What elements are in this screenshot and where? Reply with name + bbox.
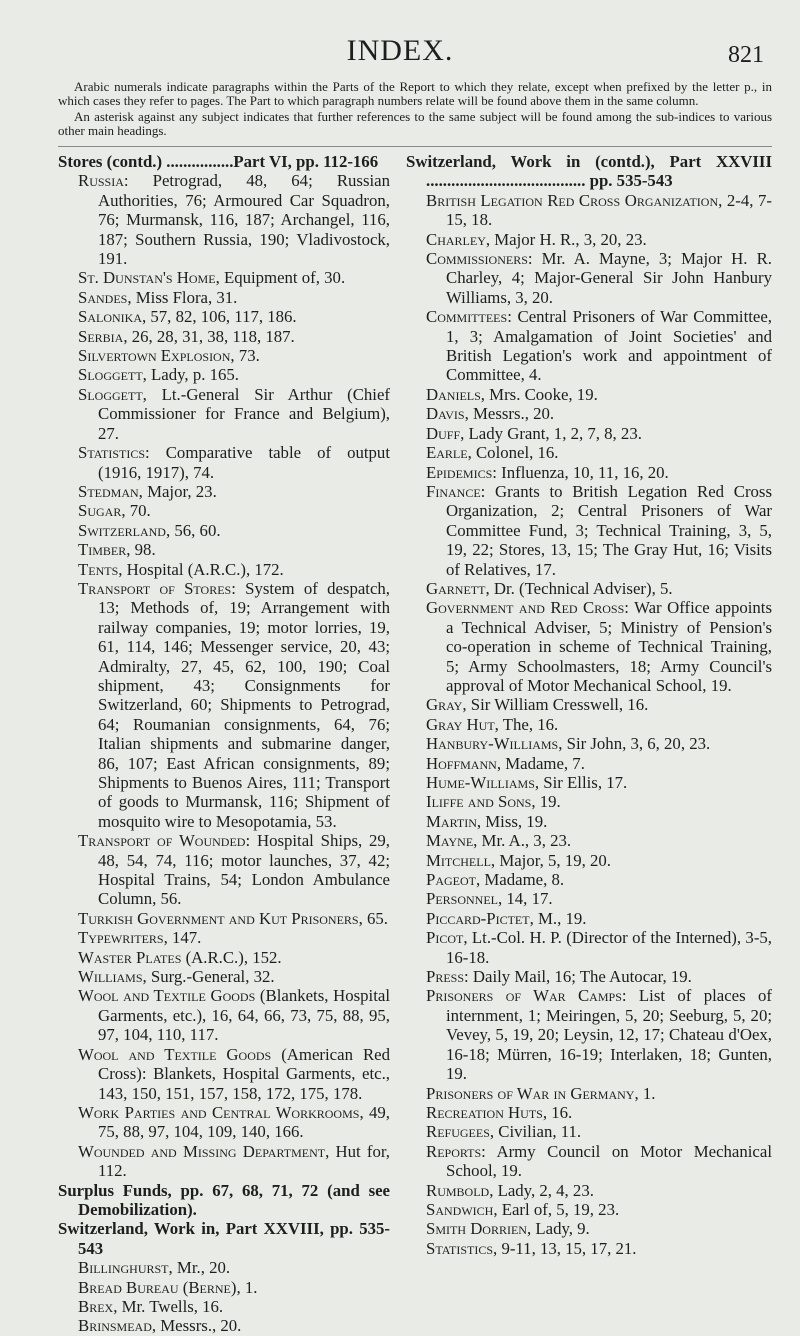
index-entry — [58, 948, 390, 967]
instructions-paragraph-1: Arabic numerals indicate paragraphs within the Parts of the Report to which they relate, except when prefixed by the letter p., in which cases they refer to pages. The Part to which paragraph numbers relate will be found above them in the same column. — [58, 79, 772, 108]
entry-name: Prisoners of War in Germany — [426, 1083, 635, 1103]
entry-references: : Comparative table of output (1916, 1917), 74. — [98, 443, 390, 482]
entry-name: Turkish Government and Kut Prisoners — [78, 908, 359, 928]
entry-references: : Mr. A. Mayne, 3; Major H. R. Charley, 4; Major-General Sir John Hanbury Williams, 3, 20. — [446, 249, 772, 307]
entry-name: Transport of Stores — [78, 578, 232, 598]
entry-references: : Hospital Ships, 29, 48, 54, 74, 116; motor launches, 37, 42; Hospital Trains, 54; London Ambulance Column, 56. — [98, 831, 391, 909]
index-entry — [406, 191, 772, 230]
entry-name: Picot — [426, 928, 464, 948]
entry-name: Reports — [426, 1141, 482, 1161]
entry-name: Work Parties and Central Workrooms — [78, 1102, 360, 1122]
index-entry — [58, 1103, 390, 1142]
entry-references: , Madame, 8. — [476, 870, 565, 890]
entry-name: Duff — [426, 423, 461, 443]
index-entry — [406, 385, 772, 404]
entry-name: Martin — [426, 811, 477, 831]
entry-references: , 56, 60. — [165, 520, 221, 540]
index-entry — [406, 1122, 772, 1141]
entry-references: , Hut for, 112. — [98, 1141, 390, 1181]
index-heading: Switzerland, Work in (contd.), Part XXVIII ...................................... pp. 535-543 — [406, 152, 772, 191]
entry-name: Brinsmead — [78, 1316, 152, 1336]
instructions-paragraph-2: An asterisk against any subject indicates that further references to the same subject will be found among the sub-indices to various other main headings. — [58, 109, 772, 138]
entry-references: , 65. — [358, 908, 388, 928]
index-entry — [406, 773, 772, 792]
page-header — [0, 34, 800, 74]
index-entry — [406, 1219, 772, 1238]
entry-name: Garnett — [426, 578, 486, 598]
entry-name: Davis — [426, 404, 465, 424]
entry-name: Hanbury-Williams — [426, 734, 559, 754]
entry-references: , 98. — [126, 540, 156, 560]
entry-references: , Major H. R., 3, 20, 23. — [485, 229, 647, 249]
entry-references: , Sir Ellis, 17. — [534, 773, 628, 792]
index-entry — [58, 482, 390, 501]
index-entry — [406, 579, 772, 598]
entry-references: : System of despatch, 13; Methods of, 19; Arrangement with railway companies, 19; motor lorries, 19, 61, 114, 146; Messenger service, 20, 43; Admiralty, 27, 45, 62, 100, 190; Coal shipment, 43; Consignments for Switzerland, 60; Shipments to Petrograd, 64; Roumanian consignments, 64, 76; Italian shipments and submarine danger, 86, 107; East African consignments, 89; Shipments to Buenos Aires, 111; Transport of goods to Murmansk, 116; Shipment of mosquito wire to Mesopotamia, 53. — [98, 578, 390, 831]
index-entry — [58, 967, 390, 986]
index-entry — [58, 327, 390, 346]
entry-references: , Equipment of, 30. — [215, 268, 346, 288]
entry-name: Smith Dorrien — [426, 1219, 527, 1239]
index-entry — [58, 365, 390, 384]
entry-name: Tents — [78, 559, 119, 579]
entry-name: Salonika — [78, 307, 142, 327]
index-entry — [406, 249, 772, 307]
entry-name: Press — [426, 967, 465, 987]
index-entry — [406, 812, 772, 831]
index-entry — [58, 288, 390, 307]
index-entry — [58, 385, 390, 443]
entry-name: Timber — [78, 540, 127, 560]
entry-references: , 2-4, 7-15, 18. — [446, 190, 772, 230]
index-heading: Stores (contd.) ................Part VI, pp. 112-166 — [58, 152, 379, 171]
index-entry — [58, 579, 390, 831]
entry-references: , Madame, 7. — [496, 753, 585, 773]
entry-references: , 57, 82, 106, 117, 186. — [142, 307, 297, 327]
entry-references: , Earl of, 5, 19, 23. — [493, 1199, 620, 1219]
entry-name: Refugees — [426, 1122, 490, 1142]
entry-references: : Influenza, 10, 11, 16, 20. — [492, 462, 669, 482]
index-entry — [406, 404, 772, 423]
entry-name: Transport of Wounded — [78, 831, 246, 851]
index-entry — [58, 171, 390, 268]
entry-name: Personnel — [426, 889, 498, 909]
entry-references: , 1. — [236, 1277, 258, 1297]
entry-name: Gray — [426, 695, 463, 715]
entry-references: , 9-11, 13, 15, 17, 21. — [493, 1238, 637, 1258]
entry-name: Earle — [426, 443, 468, 463]
entry-references: : War Office appoints a Technical Adviser, 5; Ministry of Pension's co-operation in scheme of Technical Training, 5; Army Schoolmasters, 18; Army Council's approval of Motor Mechanical School, 19. — [446, 598, 772, 695]
entry-name: Epidemics — [426, 462, 493, 482]
entry-references: , Sir William Cresswell, 16. — [462, 695, 649, 715]
index-entry — [58, 986, 390, 1044]
entry-name: Sandwich — [426, 1199, 494, 1219]
entry-name: Prisoners of War Camps — [426, 986, 622, 1006]
entry-references: , Lady Grant, 1, 2, 7, 8, 23. — [460, 423, 642, 443]
index-entry — [406, 889, 772, 908]
entry-name: Commissioners — [426, 249, 528, 269]
index-entry — [406, 754, 772, 773]
entry-references: (American Red Cross): Blankets, Hospital Garments, etc., 143, 150, 151, 157, 158, 172, 175, 178. — [98, 1044, 390, 1103]
entry-references: , Lady, 2, 4, 23. — [489, 1180, 594, 1200]
index-entry — [406, 307, 772, 385]
index-entry — [58, 268, 390, 287]
entry-references: , Civilian, 11. — [489, 1122, 582, 1142]
entry-references: : Army Council on Motor Mechanical School, 19. — [446, 1141, 772, 1181]
index-entry — [406, 734, 772, 753]
entry-references: , Mr., 20. — [168, 1258, 231, 1278]
entry-references: , Sir John, 3, 6, 20, 23. — [558, 734, 711, 754]
index-entry — [406, 424, 772, 443]
entry-name: Pageot — [426, 870, 476, 890]
entry-name: British Legation Red Cross Organization — [426, 190, 719, 210]
entry-references: , 147. — [163, 928, 202, 948]
entry-name: Government and Red Cross — [426, 598, 625, 618]
entry-references: , Mrs. Cooke, 19. — [480, 384, 598, 404]
index-heading: Surplus Funds, pp. 67, 68, 71, 72 (and see Demobilization). — [58, 1180, 390, 1219]
entry-name: Rumbold — [426, 1180, 490, 1200]
index-entry — [406, 1103, 772, 1122]
left-index-column — [58, 152, 390, 1336]
index-entry — [406, 792, 772, 811]
entry-name: Mayne — [426, 831, 474, 851]
page-title: INDEX. — [346, 34, 454, 67]
right-index-column — [406, 152, 772, 1258]
entry-references: , Lady, p. 165. — [142, 365, 239, 385]
index-entry — [406, 909, 772, 928]
entry-references: , 19. — [531, 792, 561, 812]
entry-references: , Mr. A., 3, 23. — [473, 831, 572, 851]
index-entry — [406, 230, 772, 249]
entry-name: Sloggett — [78, 365, 143, 385]
entry-references: , Mr. Twells, 16. — [113, 1296, 224, 1316]
entry-name: Stedman — [78, 481, 139, 501]
page-number: 821 — [728, 42, 764, 68]
entry-name: Typewriters — [78, 928, 164, 948]
index-entry — [58, 1258, 390, 1277]
entry-references: , Lt.-General Sir Arthur (Chief Commissioner for France and Belgium), 27. — [98, 384, 390, 443]
index-entry — [406, 1200, 772, 1219]
entry-references: : Central Prisoners of War Committee, 1, 3; Amalgamation of Joint Societies' and British Legation's work and appointment of Committee, 4. — [446, 307, 772, 385]
entry-name: Sugar — [78, 501, 122, 521]
entry-name: Silvertown Explosion — [78, 346, 231, 366]
entry-references: , Dr. (Technical Adviser), 5. — [485, 578, 673, 598]
entry-name: Piccard-Pictet — [426, 908, 530, 928]
entry-name: Sloggett — [78, 384, 143, 404]
index-entry — [406, 715, 772, 734]
index-entry — [406, 443, 772, 462]
index-entry — [406, 482, 772, 579]
index-entry — [406, 1181, 772, 1200]
entry-references: : Daily Mail, 16; The Autocar, 19. — [464, 967, 692, 987]
entry-name: Russia — [78, 171, 124, 191]
entry-references: , 14, 17. — [498, 889, 553, 909]
index-entry — [58, 307, 390, 326]
entry-references: , 70. — [121, 501, 151, 521]
entry-name: Wounded and Missing Department — [78, 1141, 326, 1161]
entry-name: Charley — [426, 229, 486, 249]
entry-references: (A.R.C.), 152. — [181, 947, 282, 967]
index-heading: Switzerland, Work in, Part XXVIII, pp. 535-543 — [58, 1219, 390, 1258]
header-divider — [58, 146, 772, 147]
index-entry — [58, 831, 390, 909]
index-entry — [58, 443, 390, 482]
index-entry — [406, 1142, 772, 1181]
entry-name: Hume-Williams — [426, 773, 535, 792]
entry-references: , 1. — [634, 1083, 656, 1103]
entry-references: , 16. — [542, 1102, 573, 1122]
entry-references: , Surg.-General, 32. — [142, 967, 275, 987]
entry-references: , 73. — [230, 346, 260, 366]
entry-references: , Hospital (A.R.C.), 172. — [118, 559, 284, 579]
index-entry — [406, 870, 772, 889]
entry-references: : Petrograd, 48, 64; Russian Authorities, 76; Armoured Car Squadron, 76; Murmansk, 116, 187; Archangel, 116, 187; Southern Russia, 190; Vladivostock, 191. — [98, 171, 390, 269]
index-entry — [58, 1278, 390, 1297]
index-entry — [58, 521, 390, 540]
entry-name: Hoffmann — [426, 753, 497, 773]
index-entry — [406, 1239, 772, 1258]
entry-references: , M., 19. — [529, 908, 587, 928]
entry-references: , Miss Flora, 31. — [127, 287, 238, 307]
entry-references: , The, 16. — [494, 714, 559, 734]
entry-name: Daniels — [426, 384, 481, 404]
index-entry — [406, 986, 772, 1083]
entry-name: Wool and Textile Goods — [78, 986, 256, 1006]
index-entry — [406, 851, 772, 870]
index-entry — [58, 540, 390, 559]
index-entry — [406, 928, 772, 967]
entry-name: Committees — [426, 307, 508, 327]
entry-name: Waster Plates — [78, 947, 182, 967]
entry-name: Serbia — [78, 326, 124, 346]
index-entry — [58, 1316, 390, 1335]
entry-name: Williams — [78, 967, 143, 987]
index-entry — [406, 463, 772, 482]
entry-name: Sandes — [78, 287, 128, 307]
index-entry — [406, 598, 772, 695]
entry-references: , 26, 28, 31, 38, 118, 187. — [123, 326, 295, 346]
entry-references: , Colonel, 16. — [467, 443, 559, 463]
entry-references: , 49, 75, 88, 97, 104, 109, 140, 166. — [98, 1102, 391, 1142]
index-instructions — [58, 80, 772, 140]
entry-name: Statistics — [426, 1238, 494, 1258]
entry-references: , Messrs., 20. — [464, 404, 555, 424]
index-entry — [58, 501, 390, 520]
entry-name: Finance — [426, 481, 481, 501]
index-entry — [406, 831, 772, 850]
entry-references: , Lady, 9. — [526, 1219, 590, 1239]
entry-references: : Grants to British Legation Red Cross Organization, 2; Central Prisoners of War Committee Fund, 3; Technical Training, 3, 5, 19, 22; Stores, 13, 15; The Gray Hut, 16; Visits of Relatives, 17. — [446, 481, 772, 579]
index-entry — [406, 1084, 772, 1103]
index-entry — [58, 909, 390, 928]
entry-name: Switzerland — [78, 520, 166, 540]
index-entry — [58, 1142, 390, 1181]
entry-name: Recreation Huts — [426, 1102, 543, 1122]
entry-name: Iliffe and Sons — [426, 792, 532, 812]
index-entry — [58, 928, 390, 947]
entry-name: Bread Bureau (Berne) — [78, 1277, 237, 1297]
entry-name: Wool and Textile Goods — [78, 1044, 272, 1064]
index-entry — [406, 695, 772, 714]
entry-name: Brex — [78, 1296, 114, 1316]
index-entry — [406, 967, 772, 986]
entry-references: , Major, 5, 19, 20. — [490, 850, 611, 870]
index-entry — [58, 1045, 390, 1103]
index-entry — [58, 1297, 390, 1316]
entry-name: Mitchell — [426, 850, 491, 870]
entry-references: (Blankets, Hospital Garments, etc.), 16, 64, 66, 73, 75, 88, 95, 97, 104, 110, 117. — [98, 986, 390, 1045]
entry-name: Gray Hut — [426, 714, 495, 734]
entry-references: , Major, 23. — [138, 481, 217, 501]
entry-references: , Lt.-Col. H. P. (Director of the Interned), 3-5, 16-18. — [446, 928, 772, 967]
entry-references: , Miss, 19. — [476, 811, 548, 831]
entry-references: , Messrs., 20. — [151, 1316, 242, 1336]
index-entry — [58, 560, 390, 579]
entry-name: Statistics — [78, 443, 146, 463]
entry-name: Billinghurst — [78, 1258, 169, 1278]
entry-name: St. Dunstan's Home — [78, 268, 216, 288]
entry-references: : List of places of internment, 1; Meiringen, 5, 20; Seeburg, 5, 20; Vevey, 5, 19, 20; Leysin, 12, 17; Chateau d'Oex, 16-18; Mürren, 16-19; Interlaken, 18; Gunten, 19. — [446, 986, 772, 1084]
index-entry — [58, 346, 390, 365]
